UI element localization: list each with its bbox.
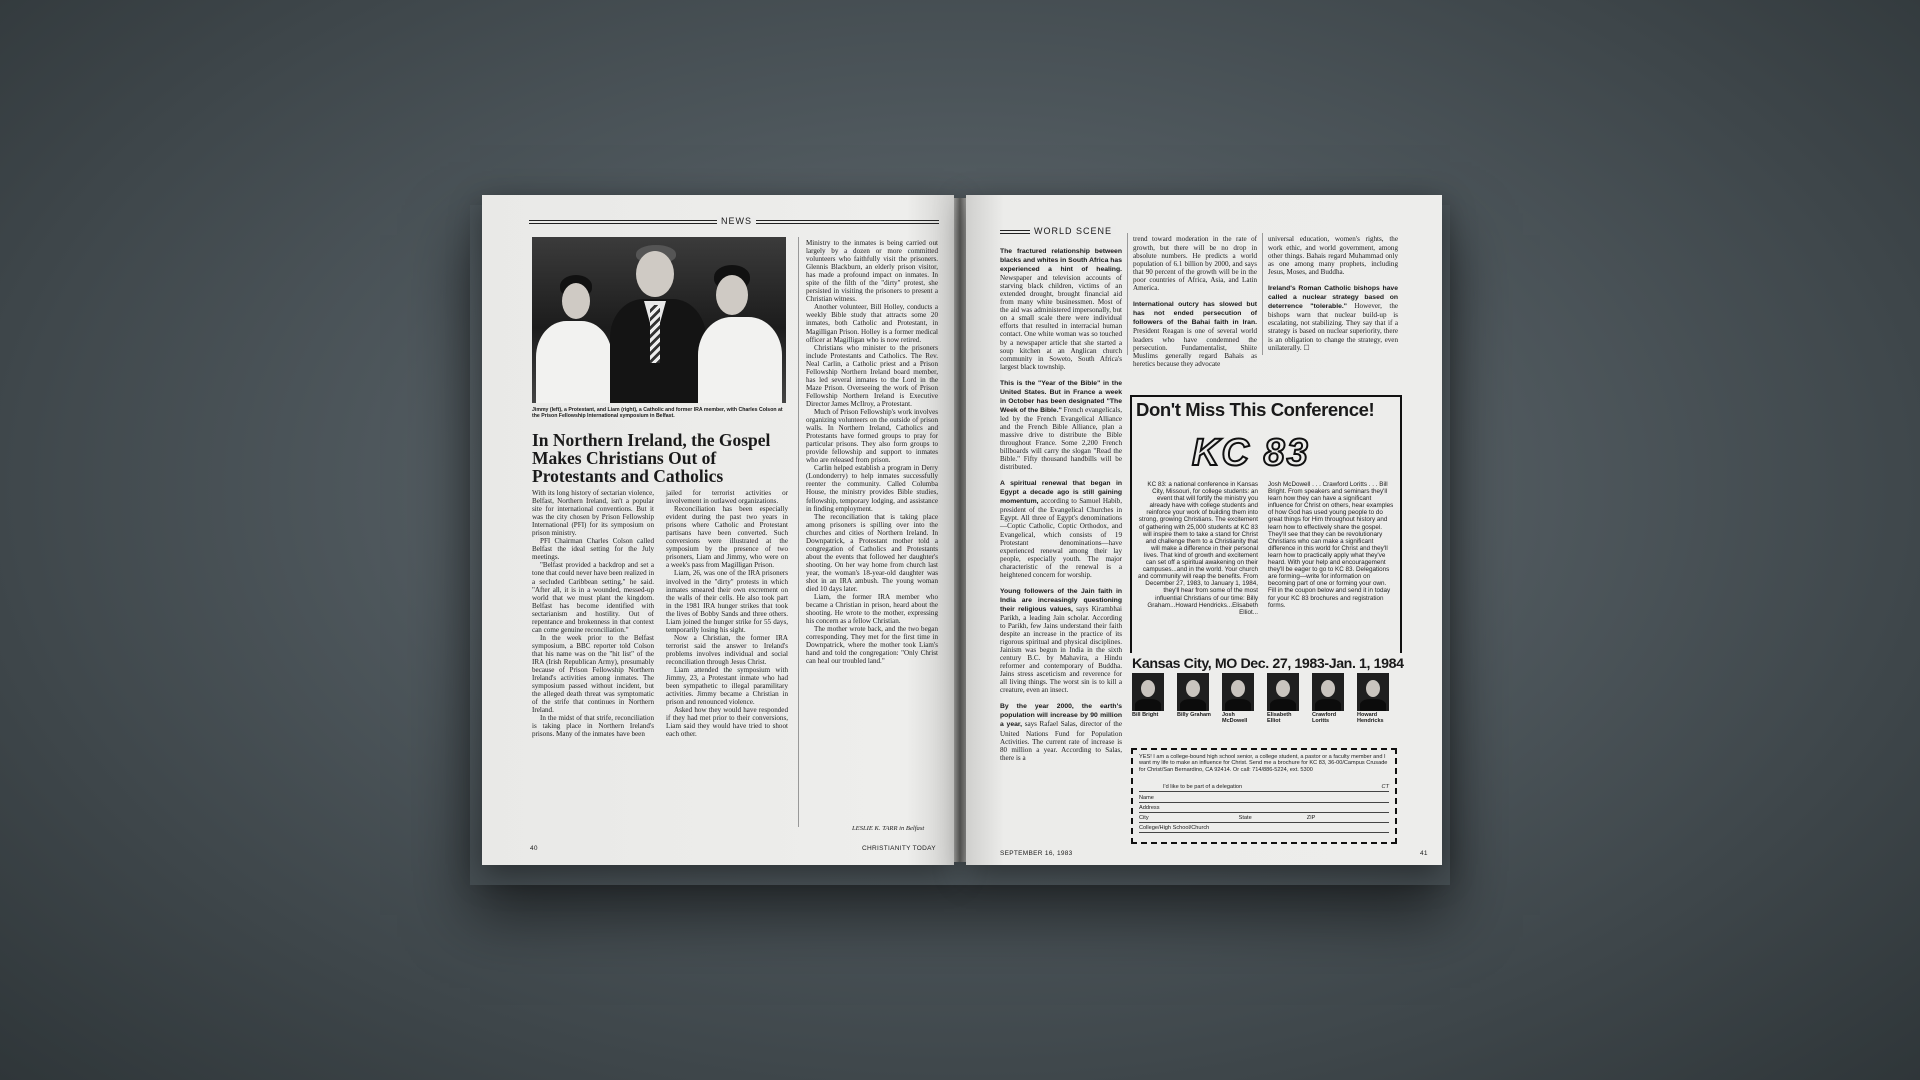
speaker-name: Elisabeth Elliot <box>1267 712 1292 724</box>
ad-body-right: Josh McDowell . . . Crawford Loritts . . . Bill Bright. From speakers and seminars they'll learn how they can have a significant influence for Christ on others, hear examples of how God has used young people to do great things for Him throughout history and learn how to effectively share the gospel. They'll see that they can be revolutionary Christians who can make a significant difference in this world for Christ and they'll learn how to practically apply what they've heard. With your help and encouragement they'll be eager to go to KC 83. Delegations are forming—write for information on becoming part of one or forming your own. Fill in the coupon below and send it in today for your KC 83 brochures and registration forms. <box>1268 481 1394 609</box>
left-page <box>482 195 954 865</box>
speaker-name: Billy Graham <box>1177 712 1211 718</box>
speaker-photo <box>1312 673 1344 711</box>
news-item: trend toward moderation in the rate of growth, but there will be no drop in absolute numbers. He predicts a world population of 6.1 billion by 2000, and says that 90 percent of the growth will be in the poor countries of Africa, Asia, and Latin America. <box>1133 235 1257 293</box>
conference-date: Kansas City, MO Dec. 27, 1983-Jan. 1, 1984 <box>1132 656 1404 672</box>
speaker-photo <box>1267 673 1299 711</box>
paragraph: PFI Chairman Charles Colson called Belfast the ideal setting for the July meetings. <box>532 537 654 562</box>
news-item: Ireland's Roman Catholic bishops have called a nuclear strategy based on deterrence "tolerable." However, the bishops warn that nuclear build-up is escalating, not stabilizing. They say that if a strategy is based on nuclear superiority, there is an obligation to change the strategy, even unilaterally. ☐ <box>1268 285 1399 352</box>
coupon-text: YES! I am a college-bound high school senior, a college student, a pastor or a faculty member and I want my life to make an influence for Christ. Send me a brochure for KC 83, 36-00/Campus Crusade for Christ/San Bernardino, CA 92414. Or call: 714/886-5224, ext. 5300 <box>1139 754 1388 773</box>
name-field[interactable]: Name <box>1139 795 1389 803</box>
speaker-name: Crawford Loritts <box>1312 712 1337 724</box>
article-column-3 <box>806 239 938 665</box>
ad-title: Don't Miss This Conference! <box>1136 399 1375 420</box>
paragraph: "Belfast provided a backdrop and set a tone that could never have been realized in a secluded Caribbean setting," he said. "After all, it is in a wounded, messed-up world that we must plant the kingdom. Belfast has become identified with sectarianism and hostility. Out of repentance and brokenness in that context can come genuine reconciliation." <box>532 561 654 634</box>
speaker-photo <box>1357 673 1389 711</box>
news-photo <box>532 237 786 403</box>
speaker-photo <box>1132 673 1164 711</box>
column-rule <box>1262 233 1263 355</box>
paragraph: Ministry to the inmates is being carried out largely by a dozen or more committed volunteers who faithfully visit the prisoners. Glennis Blackburn, an elderly prison visitor, has made a profound impact on inmates. In spite of the filth of the "dirty" protest, she persisted in visiting the prisoners to present a Christian witness. <box>806 239 938 304</box>
article-headline: In Northern Ireland, the Gospel Makes Christians Out of Protestants and Catholics <box>532 430 771 486</box>
conference-ad <box>1130 395 1402 661</box>
news-item: This is the "Year of the Bible" in the United States. But in France a week in October has been designated "The Week of the Bible." French evangelicals, led by the French Evangelical Alliance and the French Bible Alliance, plan a massive drive to distribute the Bible throughout France. Some 2,200 French billboards will carry the slogan "Read the Bible." Fifty thousand handbills will be distributed. <box>1000 379 1123 472</box>
speaker-band <box>1130 653 1402 748</box>
paragraph: jailed for terrorist activities or involvement in outlawed organizations. <box>666 489 788 506</box>
photo-caption: Jimmy (left), a Protestant, and Liam (right), a Catholic and former IRA member, with Charles Colson at the Prison Fellowship International symposium in Belfast. <box>532 407 783 420</box>
world-scene-column-3 <box>1268 235 1398 352</box>
magazine-title: CHRISTIANITY TODAY <box>862 845 936 852</box>
paragraph: With its long history of sectarian violence, Belfast, Northern Ireland, isn't a popular site for international conventions. But it was the city chosen by Prison Fellowship International (PFI) for its symposium on prison ministry. <box>532 489 654 538</box>
speaker-photo <box>1177 673 1209 711</box>
news-item: universal education, women's rights, the work ethic, and world government, among other things. Bahais regard Muhammad only as one among many prophets, including Jesus, Moses, and Buddha. <box>1268 235 1398 277</box>
paragraph: Liam attended the symposium with Jimmy, 23, a Protestant inmate who had been sympathetic to illegal paramilitary activities. Jimmy became a Christian in prison and renounced violence. <box>666 666 788 707</box>
news-item: Young followers of the Jain faith in India are increasingly questioning their religious values, says Kirambhai Parikh, a leading Jain scholar. According to Parikh, few Jains understand their faith despite an increase in the practice of its rigorous spiritual and physical disciplines. Jainism was begun in India in the sixth century B.C. by Mahavira, a Hindu reformer and contemporary of Buddha. Jains stress asceticism and reverence for all living things. The worst sin is to kill a creature, even an insect. <box>1000 587 1122 695</box>
paragraph: Carlin helped establish a program in Derry (Londonderry) to help inmates successfully reenter the community. Called Columba House, the ministry provides Bible studies, fellowship, temporary lodging, and assistance in finding employment. <box>806 464 938 513</box>
paragraph: Liam, the former IRA member who became a Christian in prison, heard about the shooting. He wrote to the mother, expressing his concern as a fellow Christian. <box>806 593 938 626</box>
paragraph: In the week prior to the Belfast symposium, a BBC reporter told Colson that his name was on the "hit list" of the IRA (Irish Republican Army), presumably because of Prison Fellowship Northern Ireland's activities among inmates. The symposium passed without incident, but the alleged death threat was symptomatic of the strife that continues in Northern Ireland. <box>532 633 654 715</box>
issue-date: SEPTEMBER 16, 1983 <box>1000 850 1073 857</box>
paragraph: Much of Prison Fellowship's work involves organizing volunteers on the outside of prison walls. In Northern Ireland, Catholics and Protestants have formed groups to pray for particular prisons. They also form groups to provide fellowship and support to inmates who are released from prison. <box>806 407 938 465</box>
article-column-1 <box>532 489 654 738</box>
delegation-checkbox[interactable]: I'd like to be part of a delegation CT <box>1139 784 1389 792</box>
news-item: The fractured relationship between blacks and whites in South Africa has experienced a hint of healing. Newspaper and television accounts of starving black children, victims of an extended drought, brought financial aid from many white businessmen. Most of the aid was administered impersonally, but on a small scale there were individual efforts that resulted in interracial human contact. One white woman was so touched by a newspaper article that she started a soup kitchen at an Anglican church community in Soweto, South Africa's largest black township. <box>1000 248 1122 371</box>
paragraph: Another volunteer, Bill Holley, conducts a weekly Bible study that attracts some 20 inmates, both Catholic and Protestant, in Magilligan Prison. Holley is a former medical officer at Magilligan who is now retired. <box>806 303 938 344</box>
paragraph: Christians who minister to the prisoners include Protestants and Catholics. The Rev. Neal Carlin, a Catholic priest and a Prison Fellowship Northern Ireland board member, has led several inmates to the Lord in the Maze Prison. Overseeing the work of Prison Fellowship Northern Ireland is Executive Director James McIlroy, a Protestant. <box>806 343 938 408</box>
page-number: 41 <box>1420 850 1428 857</box>
paragraph: Reconciliation has been especially evident during the past two years in prisons where Catholic and Protestant partisans have been converted. Such conversions were illustrated at the symposium by the presence of two prisoners, Liam and Jimmy, who were on a week's pass from Magilligan Prison. <box>666 505 788 570</box>
section-label: NEWS <box>717 216 756 226</box>
speaker-name: Howard Hendricks <box>1357 712 1384 724</box>
kc83-logo: KC 83 <box>1192 432 1310 474</box>
byline: LESLIE K. TARR in Belfast <box>852 825 925 832</box>
address-field[interactable]: Address <box>1139 805 1389 813</box>
speaker-name: Bill Bright <box>1132 712 1159 718</box>
world-scene-column-2 <box>1133 235 1257 368</box>
paragraph: Asked how they would have responded if they had met prior to their conversions, Liam said they would have tried to shoot each other. <box>666 706 788 739</box>
page-number: 40 <box>530 845 538 852</box>
registration-coupon[interactable] <box>1131 748 1397 844</box>
organization-field[interactable]: College/High School/Church <box>1139 825 1389 833</box>
paragraph: In the midst of that strife, reconciliation is taking place in Northern Ireland's prisons. Many of the inmates have been <box>532 714 654 739</box>
article-column-2 <box>666 489 788 738</box>
news-item: International outcry has slowed but has not ended persecution of followers of the Bahai faith in Iran. President Reagan is one of several world leaders who have condemned the persecution. Fundamentalist, Shiite Muslims generally regard Bahais as heretics because they advocate <box>1133 301 1257 368</box>
news-item: By the year 2000, the earth's population will increase by 90 million a year, says Rafael Salas, director of the United Nations Fund for Population Activities. The current rate of increase is 80 million a year. According to Salas, there is a <box>1000 703 1123 762</box>
speaker-name: Josh McDowell <box>1222 712 1248 724</box>
speaker-row <box>1130 673 1402 727</box>
world-scene-column-1 <box>1000 247 1122 762</box>
city-state-zip-field[interactable]: City State ZIP <box>1139 815 1389 823</box>
ad-body-left: KC 83: a national conference in Kansas City, Missouri, for college students: an event that will fortify the ministry you already have with college students and reinforce your work of building them into strong, growing Christians. The excitement of gathering with 25,000 students at KC 83 will inspire them to take a stand for Christ and challenge them to a Christianity that will make a difference in their personal lives. That kind of growth and excitement can set off a spiritual awakening on their campuses...and in the world. Your church and community will reap the benefits. From December 27, 1983, to January 1, 1984, they'll hear from some of the most influential Christians of our time: Billy Graham...Howard Hendricks...Elisabeth Elliot... <box>1137 481 1258 616</box>
column-rule <box>1127 233 1128 355</box>
spine <box>954 198 966 862</box>
paragraph: The reconciliation that is taking place among prisoners is spilling over into the churches and cities of Northern Ireland. In Downpatrick, a Protestant mother told a congregation of Catholics and Protestants about the events that followed her daughter's shooting. On her way home from church last year, the woman's 18-year-old daughter was shot in an IRA ambush. The young woman died 10 days later. <box>806 512 938 594</box>
column-rule <box>798 237 799 827</box>
paragraph: Now a Christian, the former IRA terrorist said the answer to Ireland's problems involves individual and social reconciliation through Jesus Christ. <box>666 633 788 666</box>
news-item: A spiritual renewal that began in Egypt a decade ago is still gaining momentum, according to Samuel Habib, president of the Evangelical Churches in Egypt. All three of Egypt's denominations—Coptic Catholic, Coptic Orthodox, and Evangelical, which consists of 19 Protestant denominations—have experienced renewal among their lay people, especially youth. The major characteristic of the renewal is a heightened concern for worship. <box>1000 480 1122 579</box>
paragraph: The mother wrote back, and the two began corresponding. They met for the first time in Downpatrick, where the mother took Liam's hand and told the congregation: "Only Christ can heal our troubled land." <box>806 625 938 666</box>
paragraph: Liam, 26, was one of the IRA prisoners involved in the "dirty" protests in which inmates smeared their own excrement on the walls of their cells. He also took part in the 1981 IRA hunger strikes that took the lives of Bobby Sands and three others. Liam joined the hunger strike for 55 days, temporarily losing his sight. <box>666 569 788 634</box>
speaker-photo <box>1222 673 1254 711</box>
section-label: WORLD SCENE <box>1030 226 1116 236</box>
